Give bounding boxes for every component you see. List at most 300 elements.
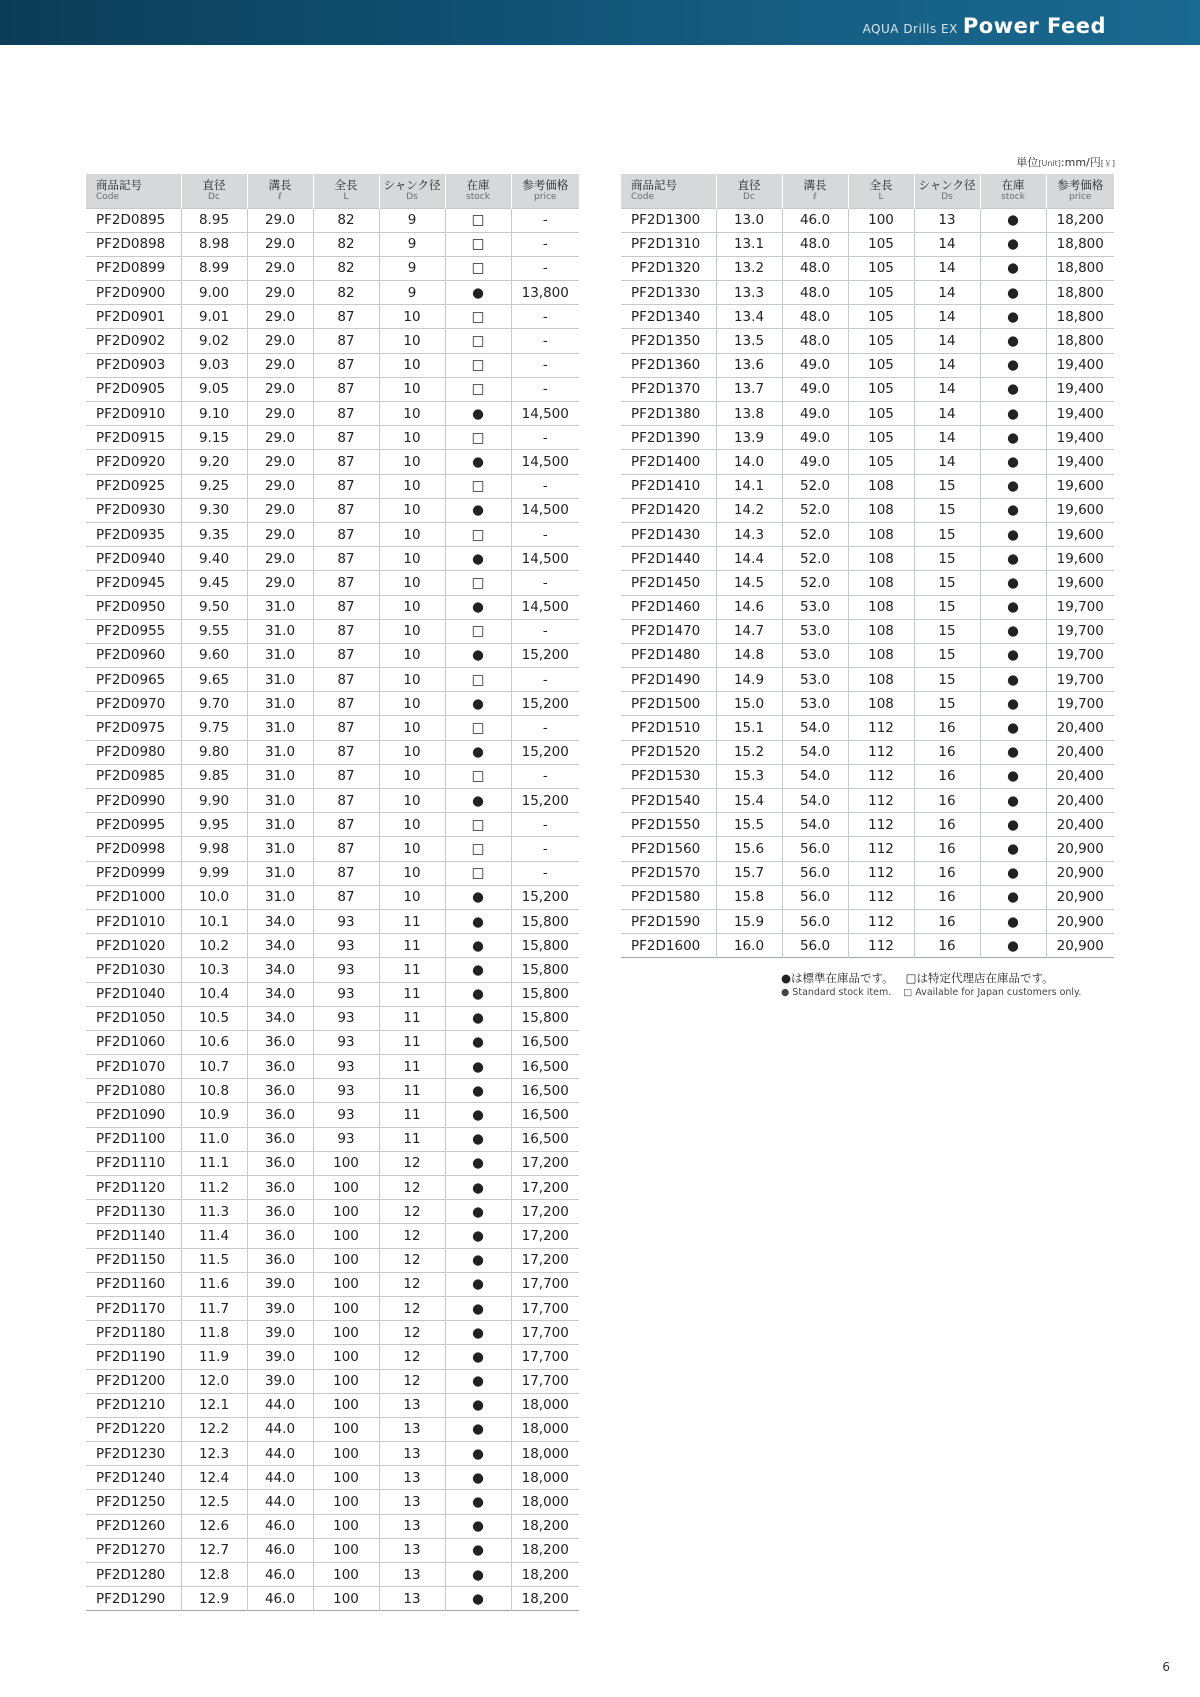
cell-dc: 10.7 [181,1055,247,1079]
cell-shank: 11 [379,1030,445,1054]
cell-shank: 14 [914,256,980,280]
table-row [86,426,579,450]
cell-dc: 14.3 [716,522,782,546]
cell-price: 18,200 [511,1563,579,1587]
cell-stock: ● [980,377,1046,401]
cell-flute-length: 48.0 [782,305,848,329]
cell-shank: 10 [379,353,445,377]
cell-overall-length: 112 [848,740,914,764]
cell-flute-length: 39.0 [247,1321,313,1345]
table-row [621,547,1114,571]
table-body-right [621,208,1114,958]
cell-flute-length: 29.0 [247,498,313,522]
cell-dc: 9.01 [181,305,247,329]
cell-flute-length: 31.0 [247,619,313,643]
cell-stock: ● [445,1514,511,1538]
cell-shank: 10 [379,813,445,837]
cell-flute-length: 29.0 [247,402,313,426]
cell-stock: ● [980,789,1046,813]
cell-shank: 16 [914,837,980,861]
cell-overall-length: 82 [313,256,379,280]
cell-overall-length: 87 [313,450,379,474]
cell-stock: ● [980,232,1046,256]
cell-code: PF2D1560 [621,837,716,861]
cell-dc: 9.40 [181,547,247,571]
cell-shank: 11 [379,934,445,958]
cell-flute-length: 29.0 [247,426,313,450]
cell-overall-length: 87 [313,716,379,740]
cell-dc: 12.3 [181,1442,247,1466]
cell-shank: 15 [914,498,980,522]
cell-dc: 11.2 [181,1176,247,1200]
cell-stock: □ [445,619,511,643]
cell-flute-length: 53.0 [782,619,848,643]
cell-code: PF2D0980 [86,740,181,764]
table-row [86,885,579,909]
cell-stock: ● [445,1030,511,1054]
cell-flute-length: 48.0 [782,329,848,353]
cell-code: PF2D0995 [86,813,181,837]
cell-overall-length: 108 [848,619,914,643]
cell-stock: ● [445,958,511,982]
cell-code: PF2D1420 [621,498,716,522]
table-row [86,522,579,546]
cell-code: PF2D1540 [621,789,716,813]
table-row [621,402,1114,426]
cell-dc: 9.80 [181,740,247,764]
cell-dc: 13.5 [716,329,782,353]
cell-flute-length: 53.0 [782,668,848,692]
cell-price: 19,400 [1046,426,1114,450]
cell-stock: □ [445,522,511,546]
cell-shank: 10 [379,547,445,571]
cell-code: PF2D1100 [86,1127,181,1151]
cell-flute-length: 31.0 [247,668,313,692]
cell-dc: 11.4 [181,1224,247,1248]
cell-price: 18,800 [1046,329,1114,353]
cell-flute-length: 44.0 [247,1417,313,1441]
cell-dc: 9.35 [181,522,247,546]
table-row [621,208,1114,232]
cell-shank: 12 [379,1224,445,1248]
cell-price: - [511,474,579,498]
cell-code: PF2D1050 [86,1006,181,1030]
cell-flute-length: 36.0 [247,1030,313,1054]
cell-overall-length: 100 [313,1466,379,1490]
cell-overall-length: 100 [313,1393,379,1417]
cell-price: 17,200 [511,1176,579,1200]
cell-overall-length: 87 [313,426,379,450]
cell-code: PF2D1220 [86,1417,181,1441]
cell-shank: 12 [379,1272,445,1296]
cell-overall-length: 82 [313,208,379,232]
cell-price: 18,000 [511,1417,579,1441]
cell-overall-length: 100 [313,1442,379,1466]
cell-price: 17,200 [511,1200,579,1224]
cell-code: PF2D0898 [86,232,181,256]
table-row [621,668,1114,692]
cell-overall-length: 112 [848,764,914,788]
cell-flute-length: 49.0 [782,377,848,401]
cell-overall-length: 87 [313,353,379,377]
cell-shank: 14 [914,353,980,377]
table-row [86,1103,579,1127]
cell-shank: 14 [914,281,980,305]
col-header-dc: 直径 Dc [716,174,782,208]
cell-overall-length: 100 [313,1538,379,1562]
cell-price: 16,500 [511,1055,579,1079]
cell-code: PF2D1120 [86,1176,181,1200]
cell-stock: ● [445,1442,511,1466]
cell-flute-length: 36.0 [247,1200,313,1224]
cell-shank: 10 [379,740,445,764]
cell-code: PF2D1250 [86,1490,181,1514]
cell-shank: 11 [379,982,445,1006]
cell-price: 14,500 [511,595,579,619]
cell-shank: 10 [379,716,445,740]
cell-stock: ● [445,982,511,1006]
cell-code: PF2D1520 [621,740,716,764]
cell-code: PF2D1300 [621,208,716,232]
cell-dc: 11.1 [181,1151,247,1175]
cell-dc: 10.0 [181,885,247,909]
cell-stock: ● [980,619,1046,643]
cell-code: PF2D0905 [86,377,181,401]
cell-stock: ● [445,1055,511,1079]
cell-dc: 9.95 [181,813,247,837]
cell-stock: □ [445,813,511,837]
col-header-overall-length: 全長 L [313,174,379,208]
cell-flute-length: 46.0 [247,1514,313,1538]
table-row [621,498,1114,522]
cell-code: PF2D1600 [621,934,716,958]
cell-stock: ● [445,1006,511,1030]
cell-overall-length: 100 [313,1563,379,1587]
cell-code: PF2D0910 [86,402,181,426]
cell-price: 14,500 [511,498,579,522]
cell-stock: ● [445,450,511,474]
cell-flute-length: 29.0 [247,208,313,232]
cell-code: PF2D1020 [86,934,181,958]
cell-price: 17,700 [511,1369,579,1393]
cell-shank: 10 [379,498,445,522]
cell-price: 15,200 [511,643,579,667]
col-header-stock: 在庫 stock [445,174,511,208]
cell-overall-length: 105 [848,232,914,256]
col-header-code: 商品記号 Code [621,174,716,208]
cell-flute-length: 34.0 [247,982,313,1006]
cell-code: PF2D1400 [621,450,716,474]
col-header-price: 参考価格 price [1046,174,1114,208]
cell-flute-length: 31.0 [247,813,313,837]
cell-price: 20,900 [1046,934,1114,958]
cell-stock: ● [980,474,1046,498]
cell-shank: 13 [379,1587,445,1611]
cell-flute-length: 56.0 [782,909,848,933]
cell-flute-length: 44.0 [247,1393,313,1417]
cell-dc: 13.2 [716,256,782,280]
table-row [86,1127,579,1151]
table-row [86,1369,579,1393]
cell-shank: 14 [914,450,980,474]
cell-flute-length: 36.0 [247,1127,313,1151]
cell-flute-length: 39.0 [247,1345,313,1369]
table-row [621,256,1114,280]
unit-value: :mm/円 [1060,156,1101,169]
cell-flute-length: 56.0 [782,837,848,861]
cell-shank: 10 [379,595,445,619]
cell-overall-length: 87 [313,619,379,643]
cell-code: PF2D1410 [621,474,716,498]
cell-shank: 16 [914,861,980,885]
cell-overall-length: 87 [313,740,379,764]
cell-overall-length: 108 [848,522,914,546]
cell-shank: 16 [914,789,980,813]
table-row [86,1079,579,1103]
cell-price: 17,700 [511,1272,579,1296]
cell-dc: 8.95 [181,208,247,232]
table-row [86,1296,579,1320]
table-row [86,1345,579,1369]
cell-dc: 9.10 [181,402,247,426]
table-row [86,1466,579,1490]
cell-dc: 9.20 [181,450,247,474]
cell-dc: 10.8 [181,1079,247,1103]
cell-code: PF2D1480 [621,643,716,667]
cell-stock: ● [980,450,1046,474]
cell-dc: 12.9 [181,1587,247,1611]
cell-stock: ● [980,764,1046,788]
cell-dc: 12.4 [181,1466,247,1490]
cell-price: 17,200 [511,1151,579,1175]
cell-overall-length: 87 [313,329,379,353]
cell-flute-length: 52.0 [782,498,848,522]
cell-flute-length: 31.0 [247,595,313,619]
cell-dc: 9.05 [181,377,247,401]
cell-price: 16,500 [511,1030,579,1054]
cell-overall-length: 100 [313,1151,379,1175]
cell-overall-length: 100 [313,1514,379,1538]
table-row [86,1442,579,1466]
cell-stock: ● [445,1248,511,1272]
cell-stock: ● [445,1103,511,1127]
cell-dc: 10.5 [181,1006,247,1030]
cell-shank: 10 [379,885,445,909]
table-row [621,837,1114,861]
cell-stock: ● [445,1296,511,1320]
cell-stock: ● [980,692,1046,716]
cell-flute-length: 31.0 [247,716,313,740]
table-row [621,813,1114,837]
cell-stock: ● [980,256,1046,280]
table-row [86,909,579,933]
cell-flute-length: 31.0 [247,789,313,813]
cell-price: - [511,716,579,740]
cell-price: 18,200 [511,1587,579,1611]
cell-dc: 15.1 [716,716,782,740]
table-header-row [621,174,1114,208]
cell-overall-length: 108 [848,643,914,667]
cell-overall-length: 112 [848,909,914,933]
cell-dc: 9.50 [181,595,247,619]
table-row [86,692,579,716]
cell-code: PF2D1080 [86,1079,181,1103]
cell-overall-length: 93 [313,982,379,1006]
cell-stock: □ [445,208,511,232]
header-banner [0,0,1200,45]
cell-dc: 15.5 [716,813,782,837]
cell-overall-length: 93 [313,1006,379,1030]
table-row [86,1224,579,1248]
table-row [86,982,579,1006]
cell-dc: 9.00 [181,281,247,305]
cell-overall-length: 108 [848,547,914,571]
cell-dc: 10.3 [181,958,247,982]
cell-dc: 12.8 [181,1563,247,1587]
cell-price: 19,600 [1046,547,1114,571]
cell-overall-length: 105 [848,450,914,474]
cell-dc: 8.99 [181,256,247,280]
cell-price: 20,400 [1046,764,1114,788]
table-row [86,377,579,401]
cell-price: 15,800 [511,1006,579,1030]
table-row [86,1030,579,1054]
stock-legend [781,970,1081,998]
cell-price: 15,200 [511,789,579,813]
cell-flute-length: 44.0 [247,1466,313,1490]
cell-price: 15,200 [511,692,579,716]
cell-dc: 14.4 [716,547,782,571]
cell-code: PF2D1390 [621,426,716,450]
cell-stock: ● [980,813,1046,837]
cell-price: 18,800 [1046,305,1114,329]
legend-special-jp: □は特定代理店在庫品です。 [905,971,1054,985]
cell-code: PF2D0999 [86,861,181,885]
cell-stock: ● [445,1345,511,1369]
cell-overall-length: 87 [313,474,379,498]
cell-flute-length: 56.0 [782,934,848,958]
unit-note [1016,154,1115,170]
cell-overall-length: 87 [313,885,379,909]
cell-dc: 14.0 [716,450,782,474]
cell-dc: 11.9 [181,1345,247,1369]
cell-shank: 11 [379,909,445,933]
cell-price: - [511,426,579,450]
cell-flute-length: 52.0 [782,522,848,546]
spec-table-right [621,174,1114,958]
cell-price: 14,500 [511,402,579,426]
cell-shank: 11 [379,1103,445,1127]
cell-dc: 11.7 [181,1296,247,1320]
cell-dc: 10.1 [181,909,247,933]
cell-price: 19,400 [1046,402,1114,426]
cell-overall-length: 112 [848,934,914,958]
table-body-left [86,208,579,1611]
table-row [86,353,579,377]
cell-dc: 14.1 [716,474,782,498]
cell-code: PF2D1110 [86,1151,181,1175]
table-row [86,281,579,305]
cell-stock: ● [445,1369,511,1393]
cell-overall-length: 108 [848,474,914,498]
cell-price: 19,600 [1046,498,1114,522]
cell-price: 19,600 [1046,522,1114,546]
table-row [86,208,579,232]
cell-dc: 9.99 [181,861,247,885]
table-row [86,1587,579,1611]
table-row [86,305,579,329]
cell-price: 18,200 [1046,208,1114,232]
cell-price: 19,700 [1046,643,1114,667]
cell-overall-length: 87 [313,595,379,619]
cell-overall-length: 93 [313,1127,379,1151]
cell-flute-length: 44.0 [247,1490,313,1514]
cell-stock: ● [980,934,1046,958]
cell-code: PF2D1150 [86,1248,181,1272]
cell-price: 18,800 [1046,232,1114,256]
cell-price: 20,400 [1046,740,1114,764]
cell-code: PF2D1330 [621,281,716,305]
series-name: AQUA Drills EX [862,22,958,36]
cell-flute-length: 36.0 [247,1055,313,1079]
cell-price: 15,800 [511,934,579,958]
cell-stock: ● [445,885,511,909]
cell-overall-length: 87 [313,547,379,571]
cell-code: PF2D1340 [621,305,716,329]
cell-price: 16,500 [511,1127,579,1151]
cell-shank: 10 [379,668,445,692]
cell-dc: 10.2 [181,934,247,958]
cell-dc: 9.25 [181,474,247,498]
cell-code: PF2D0990 [86,789,181,813]
cell-dc: 15.7 [716,861,782,885]
cell-code: PF2D1490 [621,668,716,692]
cell-code: PF2D0901 [86,305,181,329]
cell-code: PF2D1270 [86,1538,181,1562]
cell-shank: 15 [914,619,980,643]
cell-overall-length: 93 [313,958,379,982]
cell-shank: 15 [914,571,980,595]
cell-flute-length: 39.0 [247,1296,313,1320]
table-row [621,474,1114,498]
cell-price: 15,200 [511,885,579,909]
cell-dc: 11.8 [181,1321,247,1345]
col-header-code: 商品記号 Code [86,174,181,208]
cell-shank: 10 [379,474,445,498]
table-row [621,789,1114,813]
cell-shank: 13 [914,208,980,232]
table-row [86,1321,579,1345]
cell-stock: ● [980,426,1046,450]
cell-flute-length: 31.0 [247,861,313,885]
cell-overall-length: 87 [313,668,379,692]
unit-label-en: [Unit] [1038,159,1061,168]
cell-stock: □ [445,716,511,740]
cell-dc: 12.2 [181,1417,247,1441]
cell-code: PF2D0899 [86,256,181,280]
cell-shank: 16 [914,764,980,788]
cell-stock: ● [445,643,511,667]
table-row [86,958,579,982]
cell-shank: 13 [379,1538,445,1562]
cell-price: - [511,208,579,232]
cell-overall-length: 112 [848,837,914,861]
cell-price: 18,000 [511,1490,579,1514]
cell-flute-length: 44.0 [247,1442,313,1466]
cell-flute-length: 36.0 [247,1176,313,1200]
cell-shank: 16 [914,934,980,958]
cell-overall-length: 93 [313,1079,379,1103]
